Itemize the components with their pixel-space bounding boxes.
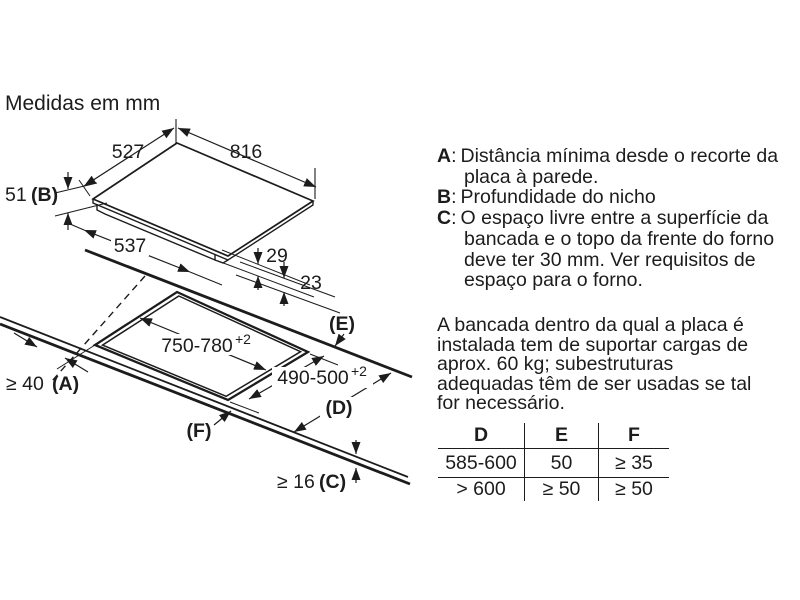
table-cell-D2: > 600 bbox=[438, 478, 525, 502]
dim-A-arrow-left bbox=[65, 358, 88, 372]
hob-drawing bbox=[55, 119, 340, 313]
table-row bbox=[438, 478, 669, 502]
table-cell-E2: ≥ 50 bbox=[525, 478, 599, 502]
label-E: (E) bbox=[329, 313, 355, 335]
wall-clearance-ref: (A) bbox=[52, 373, 80, 395]
definition-C-letter: C : bbox=[437, 207, 457, 229]
dim-23-reference-lower bbox=[236, 275, 340, 313]
dim-537-extension-left bbox=[70, 224, 84, 230]
hob-base-depth-label: 537 bbox=[113, 235, 147, 257]
cutout-width-tolerance: +2 bbox=[235, 331, 251, 347]
dim-527-extension-tick bbox=[79, 180, 90, 196]
table-header-F: F bbox=[599, 423, 670, 449]
hob-upper-height-label: 29 bbox=[266, 245, 288, 267]
niche-depth-ref: (B) bbox=[31, 184, 59, 206]
table-row bbox=[438, 449, 669, 478]
table-cell-F1: ≥ 35 bbox=[599, 449, 670, 478]
dim-51-extension-lower bbox=[55, 203, 107, 216]
label-F: (F) bbox=[186, 420, 212, 442]
dimension-table bbox=[438, 423, 669, 501]
definition-B-text: Profundidade do nicho bbox=[460, 186, 656, 209]
table-cell-F2: ≥ 50 bbox=[615, 478, 653, 500]
definition-A-letter: A : bbox=[437, 145, 457, 167]
cutout-depth-tolerance: +2 bbox=[351, 363, 367, 379]
label-E-leader bbox=[335, 334, 344, 346]
load-capacity-note: A bancada dentro da qual a placa é instalada tem de suportar cargas de aprox. 60 kg; subestruturas adequadas têm de ser usadas se tal for necessário. bbox=[437, 314, 752, 415]
worktop-thickness-ref: (C) bbox=[319, 471, 347, 493]
definition-A bbox=[437, 146, 789, 187]
dim-cutout-depth-extension-left bbox=[230, 402, 259, 413]
table-header-row bbox=[438, 423, 669, 449]
cutout-width-value: 750-780 bbox=[161, 335, 233, 357]
legend-definitions bbox=[437, 146, 789, 291]
definition-A-text: Distância mínima desde o recorte da placa à parede. bbox=[460, 145, 779, 188]
dim-51-extension-upper bbox=[55, 183, 97, 193]
label-D: (D) bbox=[325, 397, 353, 419]
definition-B bbox=[437, 187, 789, 208]
definition-C-text: O espaço livre entre a superfície da bancada e o topo da frente do forno deve ter 30 mm. Ver requisitos de espaço para o forno. bbox=[460, 207, 775, 292]
niche-depth-value: 51 bbox=[5, 184, 27, 206]
cutout-depth-value: 490-500 bbox=[277, 367, 349, 389]
definition-B-letter: B : bbox=[437, 186, 457, 208]
table-header-E: E bbox=[525, 423, 599, 449]
wall-clearance-value: ≥ 40 bbox=[6, 373, 44, 395]
dim-537-extension-right bbox=[190, 272, 222, 285]
page-title: Medidas em mm bbox=[5, 92, 161, 115]
table-cell-D1: 585-600 bbox=[438, 449, 525, 478]
hob-lower-height-label: 23 bbox=[300, 272, 322, 294]
hob-depth-label: 527 bbox=[111, 141, 145, 163]
label-F-leader bbox=[214, 411, 231, 425]
table-cell-E1: 50 bbox=[525, 449, 599, 478]
hob-width-label: 816 bbox=[229, 141, 263, 163]
table-header-D: D bbox=[438, 423, 525, 449]
worktop-thickness-value: ≥ 16 bbox=[277, 471, 315, 493]
definition-C bbox=[437, 208, 789, 291]
dim-cutout-depth-extension-right bbox=[310, 354, 338, 365]
